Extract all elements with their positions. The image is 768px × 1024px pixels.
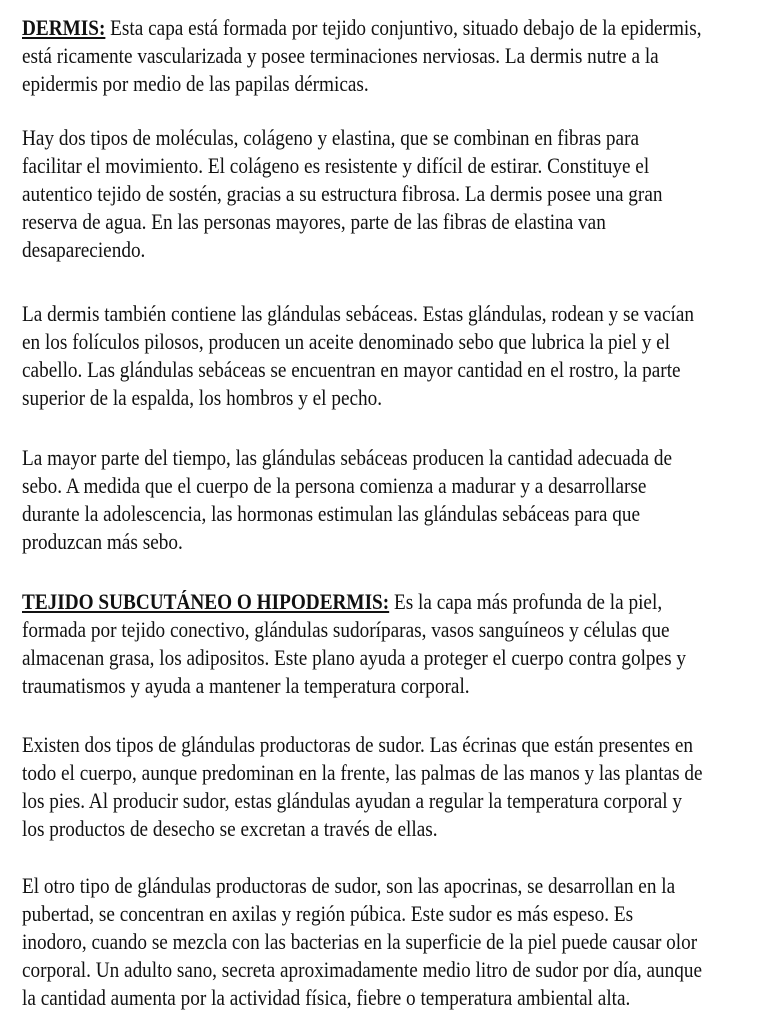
line-text: sebo. A medida que el cuerpo de la persona comienza a madurar y a desarrollarse (22, 473, 647, 498)
paragraph (22, 872, 762, 1012)
line-text: inodoro, cuando se mezcla con las bacterias en la superficie de la piel puede causar olor (22, 929, 698, 954)
paragraph (22, 731, 762, 843)
paragraph (22, 588, 762, 700)
line-text: desapareciendo. (22, 237, 146, 262)
paragraph (22, 124, 762, 264)
text-line (22, 672, 655, 700)
text-line (22, 356, 681, 384)
section-heading: DERMIS: (22, 15, 106, 40)
text-line (22, 180, 663, 208)
text-line (22, 588, 663, 616)
text-line (22, 984, 655, 1012)
section-heading: TEJIDO SUBCUTÁNEO O HIPODERMIS: (22, 589, 390, 614)
text-line (22, 644, 687, 672)
line-text: La mayor parte del tiempo, las glándulas sebáceas producen la cantidad adecuada de (22, 445, 673, 470)
line-text: los productos de desecho se excretan a través de ellas. (22, 816, 438, 841)
line-text: está ricamente vascularizada y posee terminaciones nerviosas. La dermis nutre a la (22, 43, 659, 68)
text-line (22, 300, 695, 328)
text-line (22, 42, 659, 70)
line-text: produzcan más sebo. (22, 529, 183, 554)
line-text: formada por tejido conectivo, glándulas sudoríparas, vasos sanguíneos y células que (22, 617, 670, 642)
text-line (22, 236, 655, 264)
text-line (22, 500, 655, 528)
text-line (22, 208, 655, 236)
line-text: almacenan grasa, los adipositos. Este plano ayuda a proteger el cuerpo contra golpes y (22, 645, 687, 670)
line-text: los pies. Al producir sudor, estas glándulas ayudan a regular la temperatura corporal y (22, 788, 683, 813)
text-line (22, 384, 655, 412)
line-text: autentico tejido de sostén, gracias a su estructura fibrosa. La dermis posee una gran (22, 181, 663, 206)
text-line (22, 528, 655, 556)
text-line (22, 731, 694, 759)
paragraph (22, 14, 762, 98)
line-text: El otro tipo de glándulas productoras de sudor, son las apocrinas, se desarrollan en la (22, 873, 676, 898)
line-text: durante la adolescencia, las hormonas estimulan las glándulas sebáceas para que (22, 501, 641, 526)
text-line (22, 14, 702, 42)
line-text: pubertad, se concentran en axilas y región púbica. Este sudor es más espeso. Es (22, 901, 634, 926)
text-line (22, 759, 703, 787)
text-line (22, 787, 683, 815)
text-line (22, 152, 655, 180)
paragraph (22, 300, 762, 412)
line-text: traumatismos y ayuda a mantener la temperatura corporal. (22, 673, 470, 698)
line-text: reserva de agua. En las personas mayores, parte de las fibras de elastina van (22, 209, 606, 234)
text-line (22, 616, 670, 644)
text-line (22, 928, 698, 956)
line-text: la cantidad aumenta por la actividad física, fiebre o temperatura ambiental alta. (22, 985, 631, 1010)
line-text: en los folículos pilosos, producen un aceite denominado sebo que lubrica la piel y el (22, 329, 671, 354)
line-text: todo el cuerpo, aunque predominan en la frente, las palmas de las manos y las plantas de (22, 760, 703, 785)
text-line (22, 328, 671, 356)
line-text: cabello. Las glándulas sebáceas se encuentran en mayor cantidad en el rostro, la parte (22, 357, 681, 382)
line-text: superior de la espalda, los hombros y el pecho. (22, 385, 383, 410)
line-text: Existen dos tipos de glándulas productoras de sudor. Las écrinas que están presentes en (22, 732, 694, 757)
line-text: corporal. Un adulto sano, secreta aproximadamente medio litro de sudor por día, aunque (22, 957, 703, 982)
text-line (22, 900, 655, 928)
text-line (22, 956, 703, 984)
text-line (22, 815, 655, 843)
text-line (22, 472, 655, 500)
text-line (22, 872, 676, 900)
line-text: Hay dos tipos de moléculas, colágeno y elastina, que se combinan en fibras para (22, 125, 640, 150)
line-text: La dermis también contiene las glándulas sebáceas. Estas glándulas, rodean y se vacían (22, 301, 695, 326)
text-line (22, 70, 655, 98)
paragraph (22, 444, 762, 556)
line-text: Esta capa está formada por tejido conjuntivo, situado debajo de la epidermis, (105, 15, 702, 40)
line-text: facilitar el movimiento. El colágeno es resistente y difícil de estirar. Constituye el (22, 153, 650, 178)
line-text: Es la capa más profunda de la piel, (389, 589, 663, 614)
text-line (22, 124, 655, 152)
text-line (22, 444, 673, 472)
line-text: epidermis por medio de las papilas dérmicas. (22, 71, 369, 96)
